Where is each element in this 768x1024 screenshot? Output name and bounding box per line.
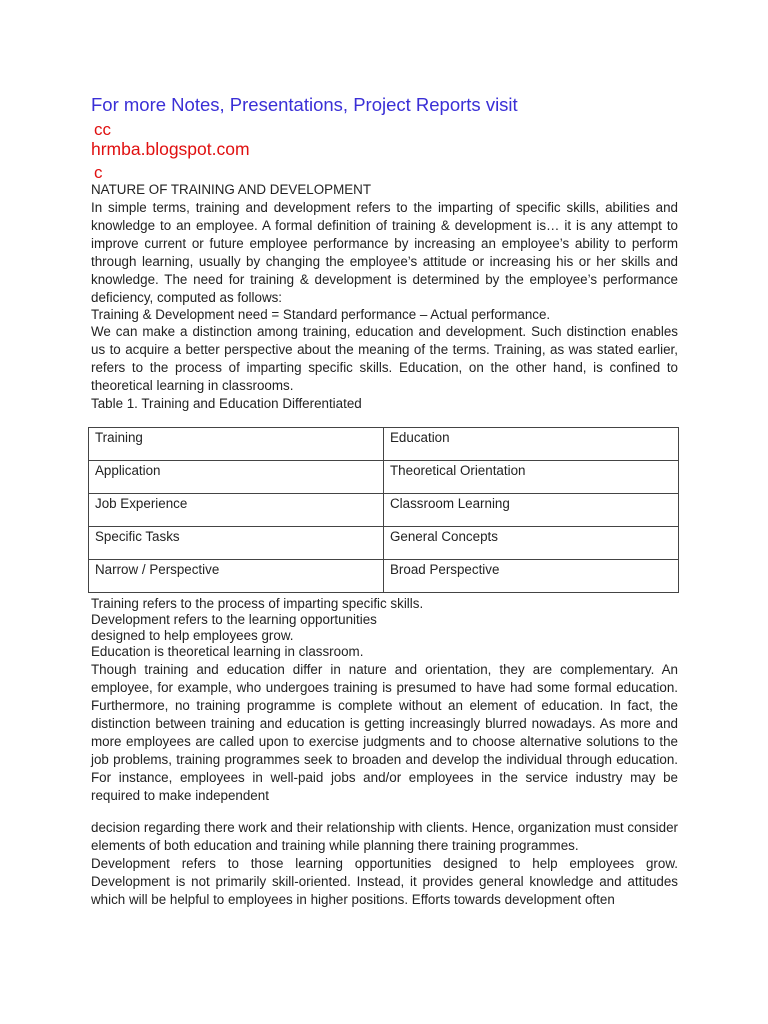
table-cell: Job Experience [89,494,384,527]
development-text: Development refers to those learning opportunities designed to help employees grow. Development is not primarily skill-oriented. Instead, it provides general knowledge and attitudes which will be helpful to employees in higher positions. Efforts towards development often [91,856,678,907]
summary-line: Education is theoretical learning in classroom. [91,644,364,659]
formula-line: Training & Development need = Standard performance – Actual performance. [91,307,551,322]
table-cell: Narrow / Perspective [89,560,384,593]
table-cell: Theoretical Orientation [384,461,679,494]
intro-paragraph: In simple terms, training and development refers to the imparting of specific skills, abilities and knowledge to an employee. A formal definition of training & development is… it is any attempt to improve current or future employee performance by increasing an employee’s ability to perform through learning, usually by changing the employee’s attitude or increasing his or her skills and knowledge. The need for training & development is determined by the employee’s performance deficiency, computed as follows: [91,200,678,305]
promo-text: For more Notes, Presentations, Project Reports visit [91,94,518,115]
table-row [89,527,679,560]
blog-link[interactable]: hrmba.blogspot.com [91,139,250,159]
table-cell: Specific Tasks [89,527,384,560]
table-row [89,560,679,593]
red-c-mark: c [94,163,103,182]
summary-line: Training refers to the process of imparting specific skills. [91,596,424,611]
table-row [89,461,679,494]
distinction-paragraph: We can make a distinction among training, education and development. Such distinction enables us to acquire a better perspective about the meaning of the terms. Training, as was stated earlier, refers to the process of imparting specific skills. Education, on the other hand, is confined to theoretical learning in classrooms. [91,324,678,393]
table-row [89,494,679,527]
section-heading: NATURE OF TRAINING AND DEVELOPMENT [91,182,371,197]
complementary-paragraph: Though training and education differ in nature and orientation, they are complementary. An employee, for example, who undergoes training is presumed to have had some formal education. Furthermore, no training programme is complete without an element of education. In fact, the distinction between training and education is getting increasingly blurred nowadays. As more and more employees are called upon to exercise judgments and to choose alternative solutions to the job problems, training programmes seek to broaden and develop the individual through education. For instance, employees in well-paid jobs and/or employees in the service industry may be required to make independent [91,662,678,803]
table-caption: Table 1. Training and Education Differentiated [91,396,362,411]
table-cell: General Concepts [384,527,679,560]
comparison-table [88,427,679,593]
table-cell: Broad Perspective [384,560,679,593]
summary-line: designed to help employees grow. [91,628,294,643]
table-cell: Application [89,461,384,494]
summary-lines [91,596,678,660]
table-cell: Training [89,428,384,461]
table-row [89,428,679,461]
table-cell: Classroom Learning [384,494,679,527]
table-cell: Education [384,428,679,461]
development-paragraph [91,819,678,909]
red-cc-mark: cc [94,120,111,139]
decision-text: decision regarding there work and their relationship with clients. Hence, organization must consider elements of both education and training while planning there training programmes. [91,820,678,853]
summary-line: Development refers to the learning opportunities [91,612,377,627]
